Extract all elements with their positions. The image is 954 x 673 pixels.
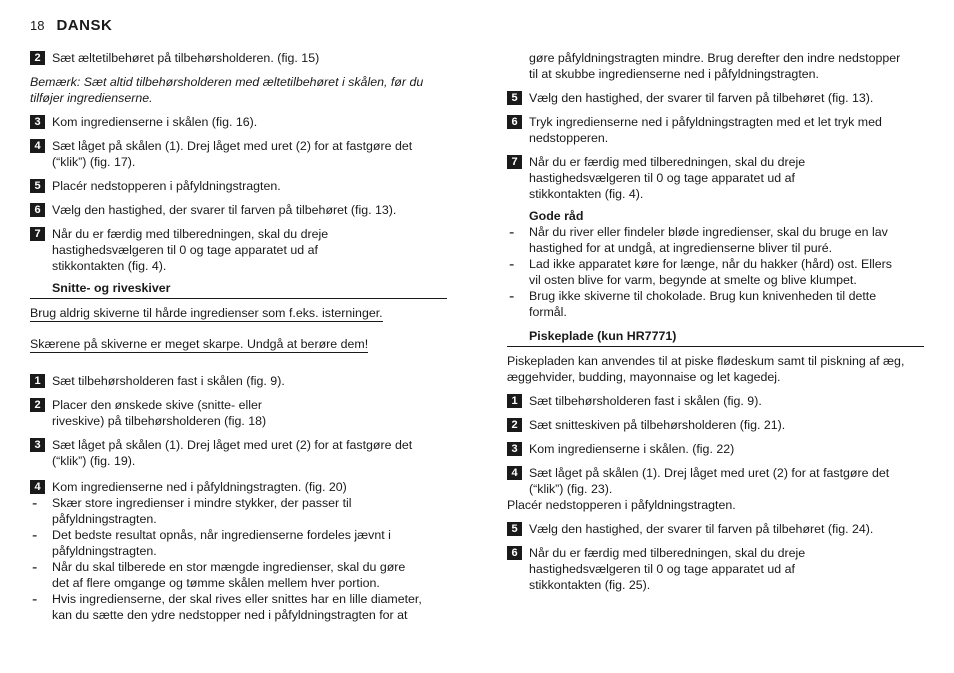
step-number: 1	[30, 374, 45, 388]
intro-text	[507, 353, 924, 385]
tips-heading: Gode råd	[529, 209, 584, 223]
step-7-finish	[507, 154, 924, 202]
tip-line: hastighed for at undgå, at ingredienserne bliver til puré.	[529, 241, 833, 255]
note-line: Bemærk: Sæt altid tilbehørsholderen med æltetilbehøret i skålen, før du	[30, 75, 424, 89]
bullet-line: det af flere omgange og tømme skålen mellem hver portion.	[52, 576, 380, 590]
step-text: stikkontakten (fig. 4).	[52, 259, 167, 273]
step-3-lid	[30, 437, 447, 469]
tip-item	[507, 288, 924, 320]
step-text: Sæt låget på skålen (1). Drej låget med uret (2) for at fastgøre det	[52, 139, 413, 153]
note-line: tilføjer ingredienserne.	[30, 91, 153, 105]
bullet-line: påfyldningstragten.	[52, 512, 157, 526]
step-number: 3	[507, 442, 522, 456]
step-text: hastighedsvælgeren til 0 og tage apparatet ud af	[529, 562, 795, 576]
step-text: stikkontakten (fig. 4).	[529, 187, 644, 201]
step-number: 6	[507, 115, 522, 129]
step-2-place-disc	[30, 397, 447, 429]
step-number: 5	[507, 91, 522, 105]
heading-divider	[507, 344, 924, 347]
step-text: (“klik”) (fig. 19).	[52, 454, 136, 468]
intro-line: Piskepladen kan anvendes til at piske flødeskum samt til piskning af æg,	[507, 354, 905, 368]
intro-line: æggehvider, budding, mayonnaise og let kagedej.	[507, 370, 781, 384]
step-number: 7	[30, 227, 45, 241]
step-text: Sæt snitteskiven på tilbehørsholderen (fig. 21).	[529, 418, 786, 432]
bullet-line: - Det bedste resultat opnås, når ingredienserne fordeles jævnt i	[52, 528, 391, 542]
step-number: 6	[30, 203, 45, 217]
step-text: Når du er færdig med tilberedningen, skal du dreje	[529, 546, 806, 560]
step-text: Vælg den hastighed, der svarer til farven på tilbehøret (fig. 24).	[529, 522, 874, 536]
step-2-attach-kneading	[30, 50, 447, 66]
step-3-add-ingredients	[30, 114, 447, 130]
page-number: 18	[30, 18, 45, 33]
step-text: Vælg den hastighed, der svarer til farven på tilbehøret (fig. 13).	[529, 91, 874, 105]
step-text: Sæt æltetilbehøret på tilbehørsholderen. (fig. 15)	[52, 51, 320, 65]
step-number: 4	[507, 466, 522, 480]
step-text: riveskive) på tilbehørsholderen (fig. 18)	[52, 414, 267, 428]
step-number: 7	[507, 155, 522, 169]
step-3-ingredients	[507, 441, 924, 457]
step-5-speed	[507, 521, 924, 537]
bullet-line: - Når du skal tilberede en stor mængde ingredienser, skal du gøre	[52, 560, 406, 574]
note	[30, 74, 447, 106]
heading-divider	[30, 296, 447, 299]
step-2-disc	[507, 417, 924, 433]
step-1-holder	[30, 373, 447, 389]
step-6-press	[507, 114, 924, 146]
step-number: 3	[30, 438, 45, 452]
step-7-finish	[30, 226, 447, 274]
warning-text: Brug aldrig skiverne til hårde ingredienser som f.eks. isterninger.	[30, 306, 383, 320]
tip-item	[507, 256, 924, 288]
tip-line: - Brug ikke skiverne til chokolade. Brug kun knivenheden til dette	[529, 289, 877, 303]
step-1-holder	[507, 393, 924, 409]
step-text: Placer den ønskede skive (snitte- eller	[52, 398, 263, 412]
step-text: Kom ingredienserne i skålen (fig. 16).	[52, 115, 258, 129]
bullet-line: - Hvis ingredienserne, der skal rives eller snittes har en lille diameter,	[52, 592, 422, 606]
tip-line: - Lad ikke apparatet køre for længe, når du hakker (hård) ost. Ellers	[529, 257, 892, 271]
step-number: 4	[30, 480, 45, 494]
after-step-text: Placér nedstopperen i påfyldningstragten.	[507, 498, 736, 512]
bullet-list	[30, 495, 447, 623]
step-text: Når du er færdig med tilberedningen, skal du dreje	[52, 227, 329, 241]
bullet-line: påfyldningstragten.	[52, 544, 157, 558]
step-4-lid	[30, 138, 447, 170]
step-4-lid	[507, 465, 924, 497]
step-text: nedstopperen.	[529, 131, 609, 145]
bullet-item	[30, 559, 447, 591]
section-heading-discs: Snitte- og riveskiver	[52, 281, 171, 295]
step-text: (“klik”) (fig. 23).	[529, 482, 613, 496]
step-text: Sæt låget på skålen (1). Drej låget med uret (2) for at fastgøre det	[529, 466, 890, 480]
step-number: 1	[507, 394, 522, 408]
continuation-text	[507, 50, 924, 82]
step-6-speed	[30, 202, 447, 218]
tip-line: vil osten blive for varm, begynde at smelte og blive klumpet.	[529, 273, 857, 287]
step-6-finish	[507, 545, 924, 593]
step-number: 5	[30, 179, 45, 193]
step-text: Sæt låget på skålen (1). Drej låget med uret (2) for at fastgøre det	[52, 438, 413, 452]
step-text: Kom ingredienserne i skålen. (fig. 22)	[529, 442, 735, 456]
continuation-line: til at skubbe ingredienserne ned i påfyldningstragten.	[529, 67, 819, 81]
bullet-line: - Skær store ingredienser i mindre stykker, der passer til	[52, 496, 352, 510]
step-number: 2	[507, 418, 522, 432]
continuation-line: gøre påfyldningstragten mindre. Brug derefter den indre nedstopper	[529, 51, 901, 65]
bullet-item	[30, 527, 447, 559]
step-number: 2	[30, 51, 45, 65]
right-column	[507, 50, 924, 601]
step-text: Sæt tilbehørsholderen fast i skålen (fig. 9).	[52, 374, 285, 388]
warning-text: Skærene på skiverne er meget skarpe. Undgå at berøre dem!	[30, 337, 369, 351]
step-text: Placér nedstopperen i påfyldningstragten.	[52, 179, 281, 193]
step-text: Tryk ingredienserne ned i påfyldningstragten med et let tryk med	[529, 115, 882, 129]
step-text: Vælg den hastighed, der svarer til farven på tilbehøret (fig. 13).	[52, 203, 397, 217]
language-title: DANSK	[56, 17, 113, 34]
step-number: 3	[30, 115, 45, 129]
tip-line: formål.	[529, 305, 567, 319]
step-number: 5	[507, 522, 522, 536]
step-text: Når du er færdig med tilberedningen, skal du dreje	[529, 155, 806, 169]
step-4-feed-tube	[30, 479, 447, 495]
step-text: hastighedsvælgeren til 0 og tage apparatet ud af	[52, 243, 318, 257]
step-5-speed	[507, 90, 924, 106]
step-5-pusher	[30, 178, 447, 194]
step-text: hastighedsvælgeren til 0 og tage apparatet ud af	[529, 171, 795, 185]
page-header	[30, 17, 112, 34]
tips-list	[507, 224, 924, 320]
bullet-line: kan du sætte den ydre nedstopper ned i påfyldningstragten for at	[52, 608, 408, 622]
bullet-item	[30, 495, 447, 527]
step-text: stikkontakten (fig. 25).	[529, 578, 651, 592]
step-text: Sæt tilbehørsholderen fast i skålen (fig. 9).	[529, 394, 762, 408]
step-number: 4	[30, 139, 45, 153]
step-number: 2	[30, 398, 45, 412]
tip-line: - Når du river eller findeler bløde ingredienser, skal du bruge en lav	[529, 225, 888, 239]
step-number: 6	[507, 546, 522, 560]
left-column	[30, 50, 447, 623]
bullet-item	[30, 591, 447, 623]
tip-item	[507, 224, 924, 256]
section-heading-whisk: Piskeplade (kun HR7771)	[529, 329, 677, 343]
step-text: Kom ingredienserne ned i påfyldningstragten. (fig. 20)	[52, 480, 347, 494]
step-text: (“klik”) (fig. 17).	[52, 155, 136, 169]
